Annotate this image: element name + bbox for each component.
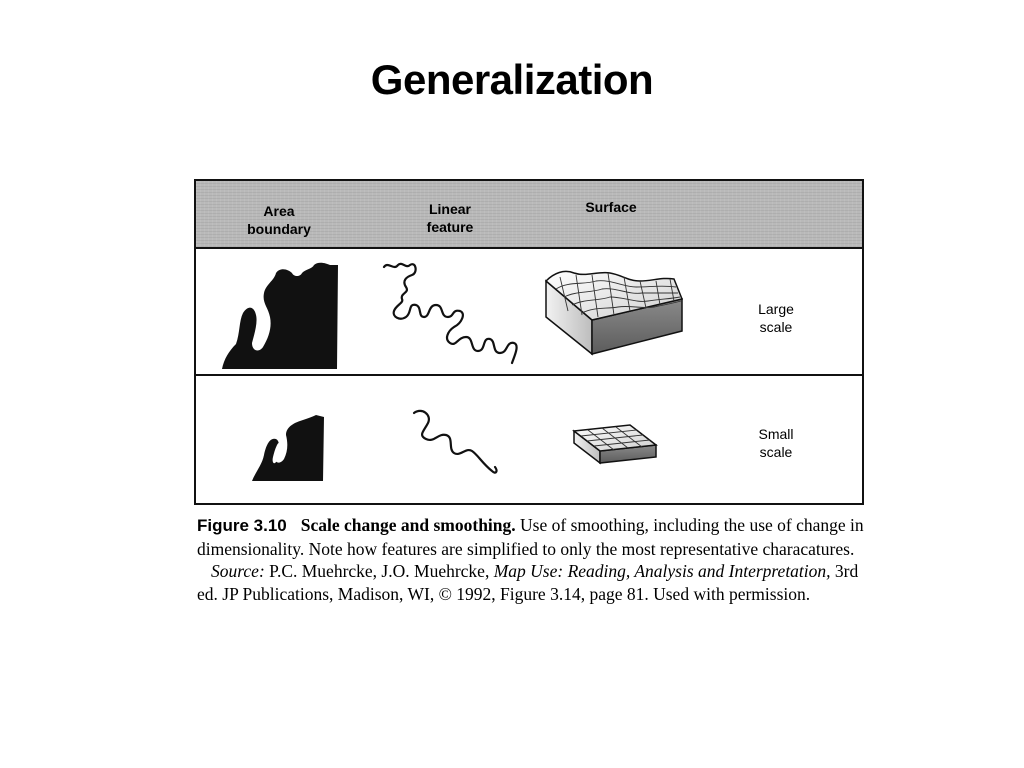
figure-source-label: Source:	[211, 561, 265, 581]
figure-caption-title: Scale change and smoothing.	[300, 515, 516, 535]
small-flattened-surface-icon	[574, 425, 656, 463]
figure-artwork	[196, 181, 862, 503]
slide-title: Generalization	[370, 56, 654, 103]
row-label-large-line1: Large	[758, 301, 794, 317]
large-area-boundary-icon	[222, 263, 338, 369]
figure-caption	[197, 514, 869, 605]
column-heading-surface: Surface	[585, 199, 637, 215]
column-heading-area-line1: Area	[263, 203, 295, 219]
figure-caption-body: Use of smoothing, including the use of change in dimensionality. Note how features are simplified to only the most representative characatures.	[197, 515, 864, 559]
column-heading-area-line2: boundary	[247, 221, 311, 237]
figure-source-details: 3rd ed. JP Publications, Madison, WI, © 1992, Figure 3.14, page 81. Used with permission.	[197, 561, 859, 604]
row-label-large-line2: scale	[759, 319, 793, 335]
row-label-small-line1: Small	[758, 426, 794, 442]
column-heading-linear-line1: Linear	[428, 201, 471, 217]
figure-source-authors: P.C. Muehrcke, J.O. Muehrcke,	[264, 561, 494, 581]
small-area-boundary-icon	[252, 415, 324, 481]
row-label-small-line2: scale	[759, 444, 793, 460]
large-meandering-river-icon	[384, 264, 517, 363]
large-terrain-surface-icon	[546, 271, 682, 354]
small-simplified-river-icon	[414, 411, 496, 473]
column-heading-linear-line2: feature	[426, 219, 474, 235]
figure-number: Figure 3.10	[197, 516, 287, 535]
figure-source-book: Map Use: Reading, Analysis and Interpretation,	[493, 561, 831, 581]
figure-panel	[194, 179, 864, 505]
